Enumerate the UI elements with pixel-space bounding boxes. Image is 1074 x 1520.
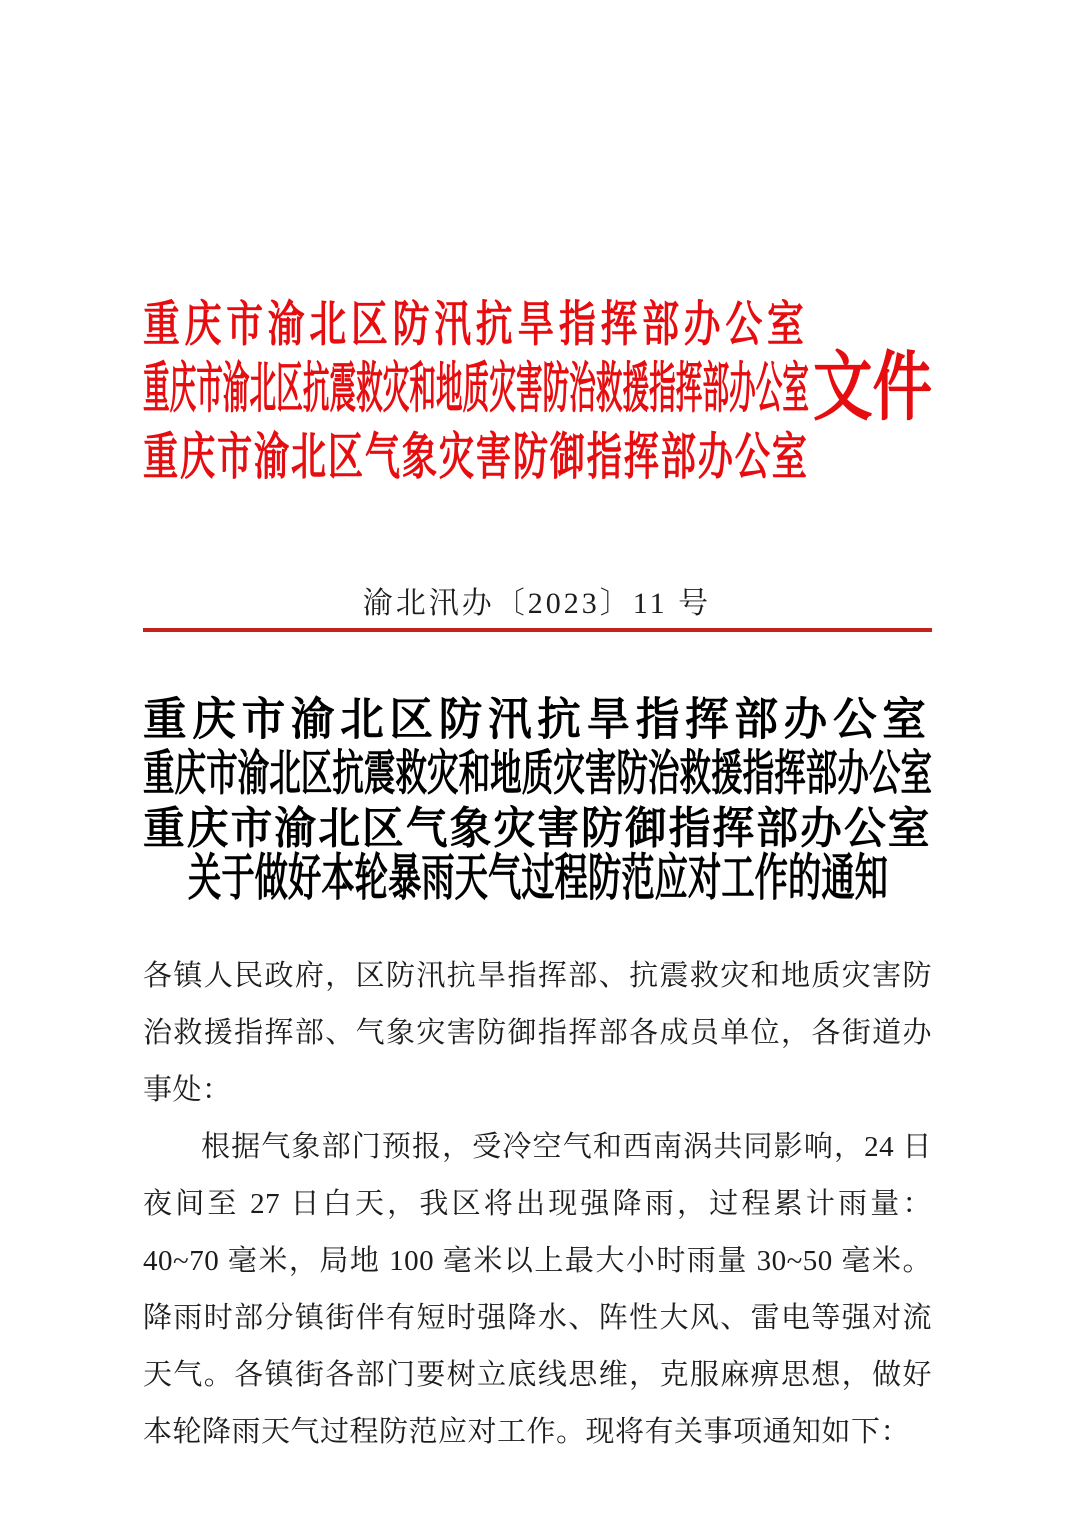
letterhead-line-2 [143,355,809,423]
title-block [143,690,932,910]
body-paragraph: 根据气象部门预报，受冷空气和西南涡共同影响，24 日夜间至 27 日白天，我区将出现强降雨，过程累计雨量：40~70 毫米，局地 100 毫米以上最大小时雨量 30~50 毫米。降雨时部分镇街伴有短时强降水、阵性大风、雷电等强对流天气。各镇街各部门要树立底线思维，克服麻痹思想，做好本轮降雨天气过程防范应对工作。现将有关事项通知如下： [143,1131,932,1448]
body-text [143,948,932,1461]
letterhead-line-3-text: 重庆市渝北区气象灾害防御指挥部办公室 [143,429,809,486]
letterhead-line-3 [143,423,809,489]
title-line-1-text: 重庆市渝北区防汛抗旱指挥部办公室 [143,694,932,745]
title-line-2-text: 重庆市渝北区抗震救灾和地质灾害防治救援指挥部办公室 [143,746,932,801]
doc-number: 渝北汛办〔2023〕11 号 [362,587,712,620]
title-line-subject [187,850,888,910]
red-divider-line [143,628,932,632]
title-line-3-text: 重庆市渝北区气象灾害防御指挥部办公室 [143,804,932,853]
letterhead-line-2-text: 重庆市渝北区抗震救灾和地质灾害防治救援指挥部办公室 [143,358,809,420]
letterhead [143,293,932,498]
title-line-subject-text: 关于做好本轮暴雨天气过程防范应对工作的通知 [187,850,888,907]
letterhead-org-lines [143,293,809,489]
doc-mark [813,345,933,435]
doc-mark-text: 文件 [813,345,933,430]
letterhead-line-1-text: 重庆市渝北区防汛抗旱指挥部办公室 [143,297,809,352]
salutation: 各镇人民政府，区防汛抗旱指挥部、抗震救灾和地质灾害防治救援指挥部、气象灾害防御指挥部各成员单位，各街道办事处： [143,960,932,1106]
